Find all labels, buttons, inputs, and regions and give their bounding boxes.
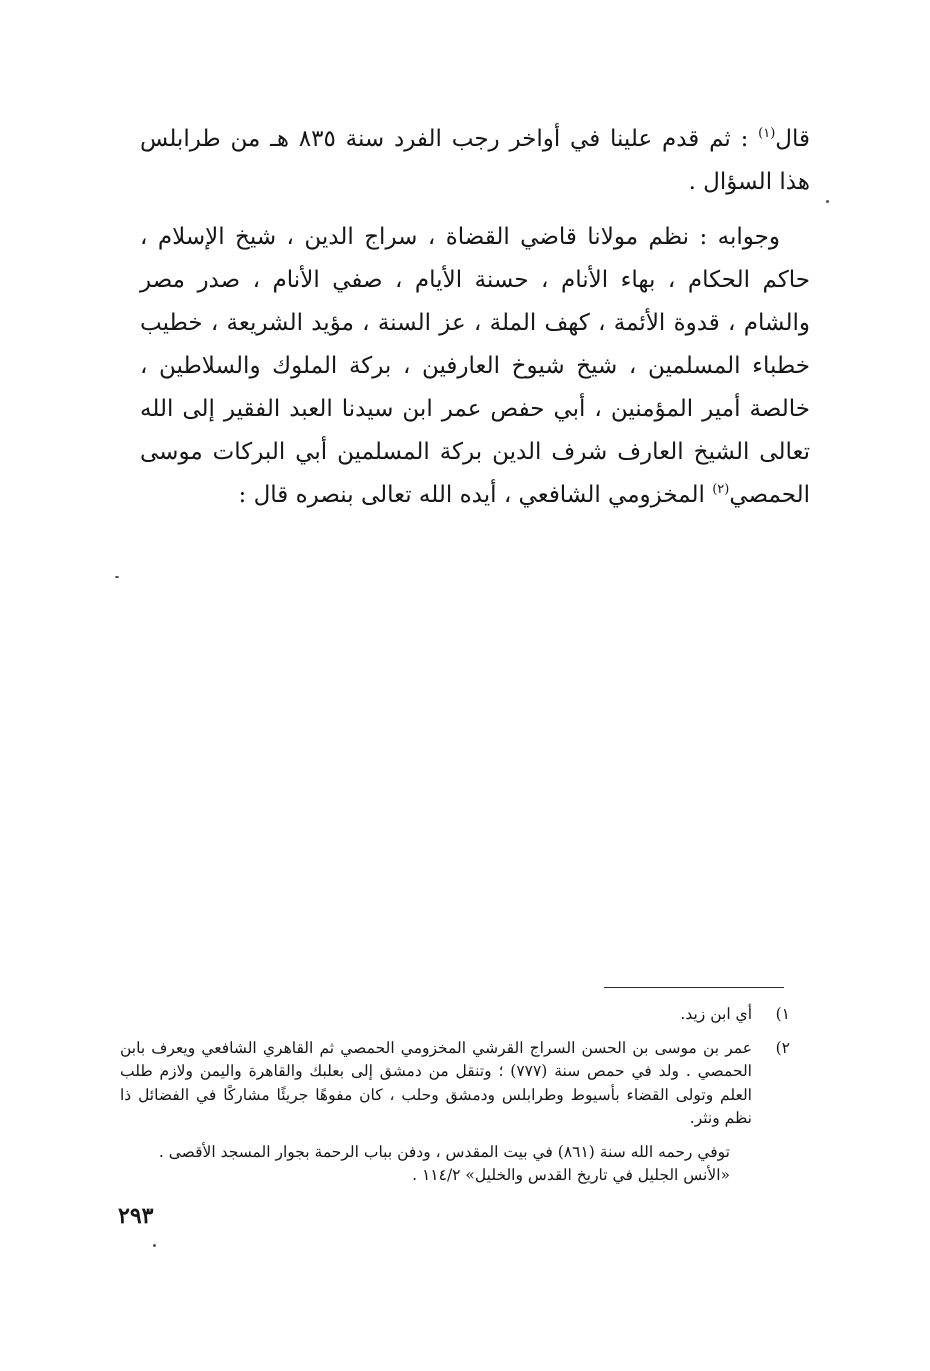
footnote-2-text: عمر بن موسى بن الحسن السراج القرشي المخزومي الحمصي ثم القاهري الشافعي ويعرف بابن الحمصي . ولد في حمص سنة (٧٧٧) ؛ وتنقل من دمشق إلى بعلبك والقاهرة واليمن ولازم طلب العلم وتولى القضاء بأسيوط وطرابلس ودمشق وحلب ، كان مفوهًا جريئًا مشاركًا في الفضائل ذا نظم ونثر. — [120, 1038, 752, 1127]
para1-text-end: : ثم قدم علينا في أواخر رجب الفرد سنة ٨٣٥ هـ من طرابلس هذا السؤال . — [140, 126, 810, 195]
para2-text-start: وجوابه : نظم مولانا قاضي القضاة ، سراج الدين ، شيخ الإسلام ، حاكم الحكام ، بهاء الأنام ، حسنة الأيام ، صفي الأنام ، صدر مصر والشام ، قدوة الأئمة ، كهف الملة ، عز السنة ، مؤيد الشريعة ، خطيب خطباء المسلمين ، شيخ شيوخ العارفين ، بركة الملوك والسلاطين ، خالصة أمير المؤمنين ، أبي حفص عمر ابن سيدنا العبد الفقير إلى الله تعالى الشيخ العارف شرف الدين بركة المسلمين أبي البركات موسى الحمصي — [140, 224, 810, 508]
para2-text-end: المخزومي الشافعي ، أيده الله تعالى بنصره قال : — [238, 482, 713, 508]
footnote-2-number: ٢) — [775, 1038, 790, 1057]
footnote-2 — [120, 1037, 790, 1131]
footnote-1-text: أي ابن زيد. — [680, 1005, 752, 1023]
footnote-2-source: «الأنس الجليل في تاريخ القدس والخليل» ١١٤/٢ . — [412, 1166, 730, 1184]
footnote-separator — [604, 987, 784, 988]
scan-speck — [153, 1244, 156, 1247]
footnote-1-number: ١) — [775, 1005, 790, 1023]
footnotes — [120, 1003, 790, 1188]
footnote-1 — [120, 1003, 790, 1027]
body-paragraph-2 — [140, 216, 810, 517]
footnote-2-death-note: توفي رحمه الله سنة (٨٦١) في بيت المقدس ، ودفن بباب الرحمة بجوار المسجد الأقصى . — [158, 1142, 730, 1161]
page-number: ٢٩٣ — [118, 1203, 154, 1229]
footnote-ref-1: (١) — [758, 126, 776, 141]
scan-speck — [115, 576, 119, 578]
footnote-ref-2: (٢) — [712, 482, 730, 497]
para1-text-start: قال — [775, 126, 810, 152]
body-paragraph-1 — [140, 118, 810, 204]
scan-speck — [826, 200, 829, 203]
